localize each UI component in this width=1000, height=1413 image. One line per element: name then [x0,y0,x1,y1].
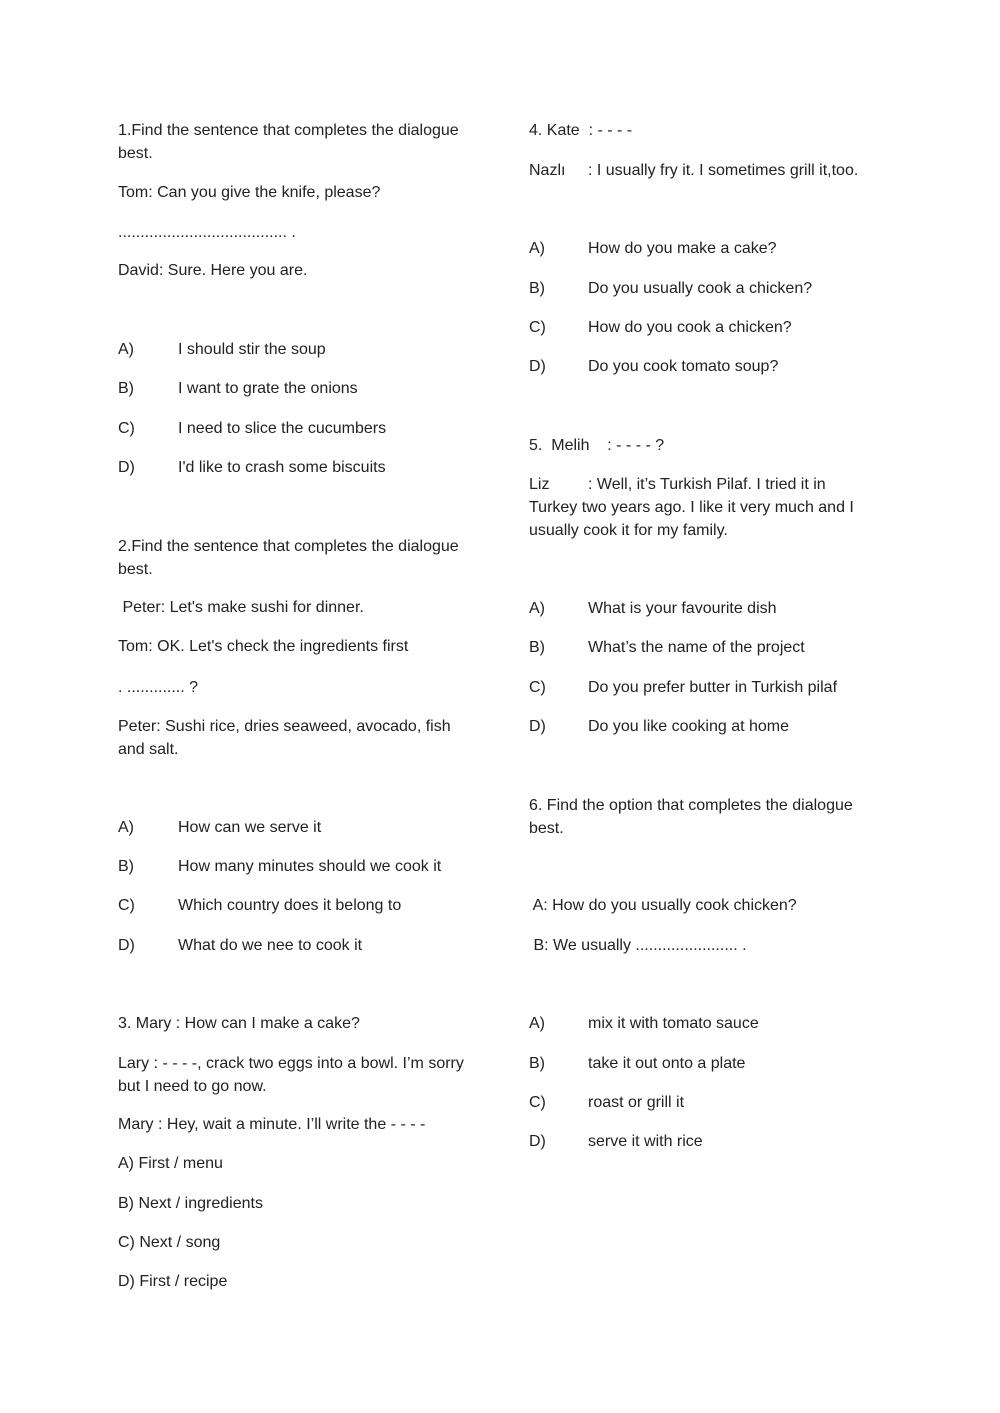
q4-option-text: Do you usually cook a chicken? [588,280,813,297]
q6-option-letter: B) [529,1055,545,1072]
q2-blank-line: . ............. ? [118,679,199,696]
q4-option-letter: B) [529,280,545,297]
q2-option-letter: B) [118,858,134,875]
q5-speaker-name: Liz [529,476,550,493]
q1-option-letter: D) [118,459,135,476]
q1-prompt: 1.Find the sentence that completes the dialogue best. [118,122,459,162]
q6-option-text: roast or grill it [588,1094,685,1111]
q1-option-text: I'd like to crash some biscuits [178,459,386,476]
q5-option-text: What’s the name of the project [588,639,805,656]
q6-blank-line: B: We usually ....................... . [529,937,747,954]
q3-option: C) Next / song [118,1234,221,1251]
q2-option-letter: A) [118,819,134,836]
q3-option: D) First / recipe [118,1273,228,1290]
q1-option-letter: A) [118,341,134,358]
q2-option-text: How many minutes should we cook it [178,858,442,875]
q5-option-letter: A) [529,600,545,617]
q4-speaker-text: : I usually fry it. I sometimes grill it,too. [588,162,859,179]
q5-speaker-text-cont: Turkey two years ago. I like it very much and I usually cook it for my family. [529,499,854,539]
q5-option-text: What is your favourite dish [588,600,777,617]
q4-option-text: How do you cook a chicken? [588,319,792,336]
q3-option: B) Next / ingredients [118,1195,263,1212]
q1-dialogue-line: David: Sure. Here you are. [118,262,308,279]
q1-option-text: I should stir the soup [178,341,326,358]
q6-option-letter: C) [529,1094,546,1111]
q2-option-text: What do we nee to cook it [178,937,363,954]
q2-dialogue-line: Tom: OK. Let's check the ingredients first [118,638,409,655]
q4-option-letter: C) [529,319,546,336]
q4-option-letter: A) [529,240,545,257]
q2-dialogue-line: Peter: Sushi rice, dries seaweed, avocado, fish and salt. [118,718,451,758]
q6-option-letter: D) [529,1133,546,1150]
q2-dialogue-line: Peter: Let's make sushi for dinner. [118,599,364,616]
q6-option-letter: A) [529,1015,545,1032]
q2-prompt: 2.Find the sentence that completes the dialogue best. [118,538,459,578]
q6-prompt: 6. Find the option that completes the dialogue best. [529,797,853,837]
q4-option-text: Do you cook tomato soup? [588,358,779,375]
q4-speaker-name: Nazlı [529,162,566,179]
q3-dialogue-line: Mary : Hey, wait a minute. I’ll write the - - - - [118,1116,426,1133]
q6-dialogue-line: A: How do you usually cook chicken? [529,897,797,914]
q5-speaker-line: 5. Melih : - - - - ? [529,437,665,454]
q2-option-letter: C) [118,897,135,914]
q1-option-letter: B) [118,380,134,397]
q1-option-text: I want to grate the onions [178,380,358,397]
q1-option-letter: C) [118,420,135,437]
q6-option-text: take it out onto a plate [588,1055,746,1072]
q5-option-text: Do you prefer butter in Turkish pilaf [588,679,838,696]
q2-option-text: How can we serve it [178,819,322,836]
q1-dialogue-line: Tom: Can you give the knife, please? [118,184,381,201]
q5-option-letter: D) [529,718,546,735]
q5-option-text: Do you like cooking at home [588,718,789,735]
q4-option-letter: D) [529,358,546,375]
q2-option-letter: D) [118,937,135,954]
q5-speaker-text: : Well, it’s Turkish Pilaf. I tried it in [588,476,826,493]
q3-option: A) First / menu [118,1155,223,1172]
q1-blank-line: ...................................... . [118,224,296,241]
q3-prompt: 3. Mary : How can I make a cake? [118,1015,360,1032]
q6-option-text: serve it with rice [588,1133,703,1150]
q4-option-text: How do you make a cake? [588,240,777,257]
q5-option-letter: C) [529,679,546,696]
q4-speaker-line: 4. Kate : - - - - [529,122,633,139]
q5-option-letter: B) [529,639,545,656]
q6-option-text: mix it with tomato sauce [588,1015,759,1032]
q1-option-text: I need to slice the cucumbers [178,420,387,437]
q3-dialogue-line: Lary : - - - -, crack two eggs into a bowl. I’m sorry but I need to go now. [118,1055,464,1095]
q2-option-text: Which country does it belong to [178,897,402,914]
